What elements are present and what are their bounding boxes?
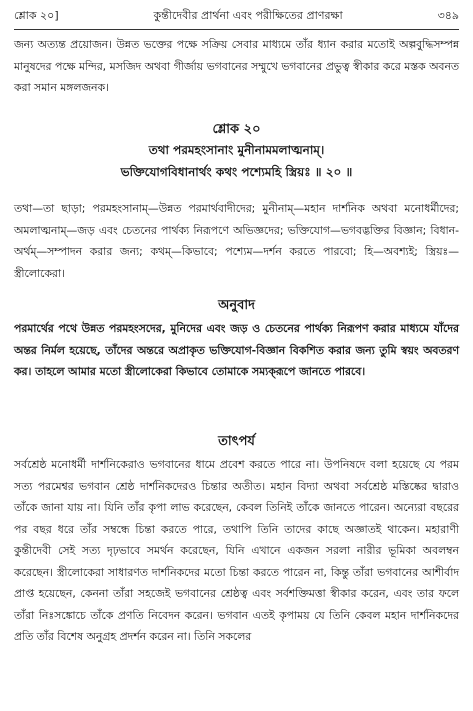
sloka-line-2: ভক্তিযোগবিধানার্থং কথং পশ্যেমহি স্ত্রিয়ঃ ॥ ২০ ॥ xyxy=(120,165,353,179)
page-header xyxy=(14,8,459,24)
synonyms-paragraph: তথা—তা ছাড়া; পরমহংসানাম্—উন্নত পরমার্থবাদীদের; মুনীনাম্—মহান দার্শনিক অথবা মনোধর্মীদের; অমলাত্মনাম্—জড় এবং চেতনের পার্থক্য নিরূপণে অভিজ্ঞদের; ভক্তিযোগ—ভগবদ্ভক্তির বিজ্ঞান; বিধান-অর্থম্—সম্পাদন করার জন্য; কথম্—কিভাবে; পশ্যেম—দর্শন করতে পারবো; হি—অবশ্যই; স্ত্রিয়ঃ—স্ত্রীলোকেরা। xyxy=(14,202,459,280)
sloka-heading: শ্লোক ২০ xyxy=(212,122,261,137)
intro-paragraph: জন্য অত্যন্ত প্রয়োজন। উন্নত ভক্তের পক্ষে সক্রিয় সেবার মাধ্যমে তাঁর ধ্যান করার মতোই অল্পবুদ্ধিসম্পন্ন মানুষদের পক্ষে মন্দির, মসজিদ অথবা গীর্জায় ভগবানের সম্মুখে ভগবানের প্রভুত্ব স্বীকার করে মস্তক অবনত করা সমান মঙ্গলজনক। xyxy=(14,38,459,94)
page-number: ৩৪৯ xyxy=(437,8,459,22)
sloka-line-1: তথা পরমহংসানাং মুনীনামমলাত্মনাম্। xyxy=(148,143,325,157)
purport-heading: তাৎপর্য xyxy=(218,434,255,449)
sloka-reference: শ্লোক ২০] xyxy=(14,8,59,22)
translation-text: পরমার্থের পথে উন্নত পরমহংসদের, মুনিদের এবং জড় ও চেতনের পার্থক্য নিরূপণ করার মাধ্যমে যাঁদের অন্তর নির্মল হয়েছে, তাঁদের অন্তরে অপ্রাকৃত ভক্তিযোগ-বিজ্ঞান বিকশিত করার জন্য তুমি স্বয়ং অবতরণ কর। তাহলে আমার মতো স্ত্রীলোকেরা কিভাবে তোমাকে সম্যক্‌রূপে জানতে পারবে। xyxy=(14,322,459,378)
translation-heading: অনুবাদ xyxy=(218,298,255,313)
chapter-title: কুন্তীদেবীর প্রার্থনা এবং পরীক্ষিতের প্রাণরক্ষা xyxy=(153,8,343,22)
purport-text: সর্বশ্রেষ্ঠ মনোধর্মী দার্শনিকেরাও ভগবানের ধামে প্রবেশ করতে পারে না। উপনিষদে বলা হয়েছে যে পরম সত্য পরমেশ্বর ভগবান শ্রেষ্ঠ দার্শনিকদেরও চিন্তার অতীত। মহান বিদ্যা অথবা সর্বশ্রেষ্ঠ মস্তিষ্কের দ্বারাও তাঁকে জানা যায় না। যিনি তাঁর কৃপা লাভ করেছেন, কেবল তিনিই তাঁকে জানতে পারেন। অন্যেরা বছরের পর বছর ধরে তাঁর সম্বন্ধে চিন্তা করতে পারে, তথাপি তিনি তাদের কাছে অজ্ঞাতই থাকেন। মহারাণী কুন্তীদেবী সেই সত্য দৃঢ়ভাবে সমর্থন করেছেন, যিনি এখানে একজন সরলা নারীর ভূমিকা অবলম্বন করেছেন। স্ত্রীলোকেরা সাধারণত দার্শনিকদের মতো চিন্তা করতে পারেন না, কিন্তু তাঁরা ভগবানের আশীর্বাদ প্রাপ্ত হয়েছেন, কেননা তাঁরা সহজেই ভগবানের শ্রেষ্ঠত্ব এবং সর্বশক্তিমত্তা স্বীকার করেন, এবং তার ফলে তাঁরা নিঃসঙ্কোচে তাঁকে প্রণতি নিবেদন করেন। ভগবান এতই কৃপাময় যে তিনি কেবল মহান দার্শনিকদের প্রতি তাঁর বিশেষ অনুগ্রহ প্রদর্শন করেন না। তিনি সকলের xyxy=(14,458,459,643)
header-rule xyxy=(14,29,459,30)
